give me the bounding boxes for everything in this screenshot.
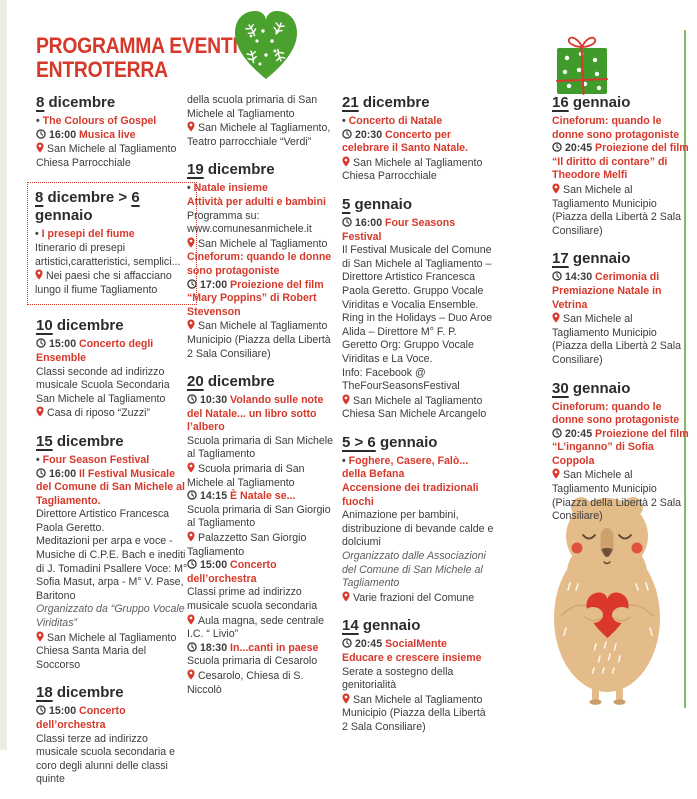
event-line	[342, 367, 494, 394]
event-date: 21 dicembre	[342, 94, 430, 111]
event-date: 10 dicembre	[36, 317, 124, 335]
text-segment: Natale insieme	[193, 182, 268, 195]
date-number: 16	[552, 94, 569, 111]
event	[187, 373, 339, 697]
clock-icon	[187, 490, 197, 504]
text-segment: Cerimonia di Premiazione Natale in Vetrina	[552, 271, 662, 311]
date-number: 14	[342, 617, 359, 635]
event-line	[36, 705, 188, 732]
event-line	[342, 115, 494, 129]
text-segment: Aula magna, sede centrale I.C. “ Livio”	[187, 614, 325, 641]
event-line	[187, 394, 339, 435]
location-pin-icon	[187, 319, 195, 334]
clock-icon	[36, 468, 46, 482]
event-line	[342, 394, 494, 422]
text-segment: Scuola primaria di San Giorgio al Tagliamento	[187, 503, 331, 530]
text-segment: Casa di riposo “Zuzzi”	[47, 407, 151, 420]
text-segment: Educare e crescere insieme	[342, 652, 482, 664]
text-segment: San Michele al Tagliamento	[198, 237, 328, 250]
text-segment: Concerto di Natale	[348, 115, 443, 127]
text-segment: Classi seconde ad indirizzo musicale Scuola Secondaria San Michele al Tagliamento	[36, 365, 170, 405]
title-line-1: PROGRAMMA EVENTI	[36, 33, 238, 58]
clock-icon	[342, 217, 352, 231]
location-pin-icon	[342, 693, 350, 708]
text-segment: Varie frazioni del Comune	[353, 591, 475, 604]
text-segment: Concerto dell’orchestra	[36, 705, 126, 731]
text-segment: Scuola primaria di San Michele al Tagliamento	[187, 463, 305, 489]
event-line	[36, 603, 188, 630]
event-line	[187, 121, 339, 149]
text-segment: San Michele al Tagliamento Municipio (Piazza della Libertà 2 Sala Consiliare)	[552, 183, 681, 237]
text-segment: In...canti in paese	[230, 641, 319, 654]
location-pin-icon	[552, 312, 560, 327]
text-segment: Proiezione del film “Il diritto di contare” di Theodore Melfi	[552, 142, 689, 182]
event-line	[36, 115, 188, 129]
event-line	[187, 642, 339, 656]
text-segment: San Michele al Tagliamento Municipio (Piazza della Libertà 2 Sala Consiliare)	[552, 313, 681, 366]
text-segment: San Michele al Tagliamento Chiesa Parrocchiale	[342, 156, 483, 183]
location-pin-icon	[187, 531, 195, 546]
event-line	[187, 559, 339, 586]
event-line	[342, 638, 494, 652]
event-line	[36, 129, 188, 143]
text-segment: San Michele al Tagliamento, Teatro parrocchiale “Verdi”	[187, 122, 331, 148]
bullet-marker: •	[342, 115, 349, 127]
location-pin-icon	[187, 669, 195, 684]
clock-icon	[342, 638, 352, 652]
event-date: 8 dicembre	[36, 94, 116, 111]
clock-icon	[36, 129, 46, 143]
event-line	[36, 454, 188, 468]
date-number: 8	[35, 189, 44, 207]
text-segment: 20:45	[565, 142, 596, 155]
location-pin-icon	[36, 142, 44, 157]
event-line	[342, 482, 494, 509]
event	[342, 434, 494, 606]
event	[342, 196, 494, 422]
date-number: 15	[36, 432, 53, 450]
events-column-1	[36, 94, 188, 799]
text-segment: 14:30	[565, 271, 596, 284]
event	[342, 94, 494, 184]
text-segment: Organizzato dalle Associazioni del Comune di San Michele al Tagliamento	[342, 550, 486, 590]
event-line	[35, 228, 189, 242]
clock-icon	[552, 271, 562, 285]
date-number: 5 > 6	[342, 433, 376, 451]
event-date: 17 gennaio	[552, 250, 631, 268]
text-segment: Concerto dell’orchestra	[187, 559, 277, 585]
text-segment: 18:30	[200, 641, 231, 654]
text-segment: Classi prime ad indirizzo musicale scuola secondaria	[187, 586, 318, 612]
event-date: 8 dicembre > 6 gennaio	[35, 189, 140, 225]
event	[342, 617, 494, 734]
event	[552, 380, 690, 524]
title-line-2: ENTROTERRA	[36, 56, 168, 82]
event-line	[187, 490, 339, 504]
clock-icon	[187, 279, 197, 293]
event-line	[187, 669, 339, 697]
date-number: 10	[36, 317, 53, 335]
date-number: 18	[36, 684, 53, 702]
text-segment: 15:00	[49, 338, 80, 351]
event	[36, 433, 188, 673]
event-line	[35, 242, 189, 269]
text-segment: Volando sulle note del Natale... un libro sotto l’albero	[187, 394, 324, 434]
date-number: 8	[36, 94, 45, 111]
event-line	[187, 462, 339, 490]
event-line	[552, 271, 690, 312]
location-pin-icon	[187, 614, 195, 629]
text-segment: Scuola primaria di San Michele al Tagliamento	[187, 434, 334, 461]
event-line	[552, 428, 690, 469]
event-line	[36, 631, 188, 673]
text-segment: Organizzato da “Gruppo Vocale Viriditas”	[36, 603, 185, 630]
event-line	[36, 142, 188, 170]
event	[187, 94, 339, 149]
date-number: 20	[187, 373, 204, 391]
clock-icon	[187, 559, 197, 573]
text-segment: Musica live	[79, 128, 136, 141]
text-segment: SocialMente	[385, 638, 447, 651]
event-line	[36, 366, 188, 407]
date-number: 5	[342, 195, 351, 213]
clock-icon	[36, 338, 46, 352]
gift-illustration	[550, 28, 614, 100]
event-line	[187, 94, 339, 121]
event-line	[187, 319, 339, 361]
location-pin-icon	[342, 394, 350, 409]
text-segment: San Michele al Tagliamento Municipio (Piazza della Libertà 2 Sala Consiliare)	[187, 320, 331, 360]
text-segment: I presepi del fiume	[41, 228, 135, 241]
text-segment: Classi terze ad indirizzo musicale scuola secondaria e coro degli alunni delle classi quinte	[36, 732, 175, 786]
event-line	[187, 655, 339, 669]
event-line	[342, 217, 494, 244]
text-segment: San Michele al Tagliamento Municipio (Piazza della Libertà 2 Sala Consiliare)	[552, 469, 681, 523]
text-segment: Cineforum: quando le donne sono protagoniste	[552, 400, 680, 427]
event-line	[552, 468, 690, 523]
text-segment: Attività per adulti e bambini	[187, 195, 326, 208]
event-line	[552, 401, 690, 428]
event-line	[342, 550, 494, 591]
event-line	[187, 237, 339, 252]
text-segment: 14:15	[200, 490, 231, 503]
text-segment: Four Seasons Festival	[342, 216, 456, 243]
events-column-2	[187, 94, 339, 709]
text-segment: San Michele al Tagliamento Chiesa Parrocchiale	[36, 143, 177, 169]
date-number: 19	[187, 161, 204, 179]
event-line	[342, 652, 494, 666]
event	[187, 161, 339, 361]
event-line	[342, 455, 494, 482]
text-segment: 17:00	[200, 278, 231, 291]
event-line	[187, 435, 339, 462]
clock-icon	[36, 705, 46, 719]
text-segment: Foghere, Casere, Falò... della Befana	[342, 454, 469, 481]
heart-illustration	[229, 5, 303, 85]
event-line	[35, 269, 189, 297]
clock-icon	[187, 642, 197, 656]
event-line	[187, 196, 339, 210]
text-segment: San Michele al Tagliamento Chiesa Santa Maria del Soccorso	[36, 631, 177, 671]
event-line	[36, 338, 188, 365]
text-segment: Cineforum: quando le donne sono protagoniste	[187, 251, 332, 277]
location-pin-icon	[342, 591, 350, 606]
event-date: 19 dicembre	[187, 161, 275, 179]
event-line	[342, 156, 494, 184]
text-segment: Accensione dei tradizionali fuochi	[342, 482, 479, 508]
event-line	[187, 182, 339, 196]
event-date: 15 dicembre	[36, 432, 124, 450]
event	[36, 94, 188, 170]
clock-icon	[187, 394, 197, 408]
event-line	[187, 531, 339, 559]
text-segment: 20:30	[355, 128, 386, 141]
event-line	[342, 244, 494, 366]
text-segment: Cineforum: quando le donne sono protagoniste	[552, 115, 680, 141]
text-segment: Il Festival Musicale del Comune di San Michele al Tagliamento.	[36, 467, 185, 507]
text-segment: È Natale se...	[230, 490, 296, 503]
event-date: 14 gennaio	[342, 617, 421, 635]
text-segment: Meditazioni per arpa e voce - Musiche di C.P.E. Bach e inediti di J. Tomadini Psallere Voce: M° Sofia Masut, arpa - M° V. Pase, Baritono	[36, 535, 188, 602]
location-pin-icon	[187, 237, 195, 252]
text-segment: 15:00	[49, 705, 80, 718]
text-segment: 10:30	[200, 394, 231, 407]
event-line	[552, 312, 690, 367]
event-line	[342, 509, 494, 550]
clock-icon	[552, 428, 562, 442]
event-date: 18 dicembre	[36, 684, 124, 702]
event-line	[187, 504, 339, 531]
event	[552, 250, 690, 367]
event-date: 20 dicembre	[187, 373, 275, 391]
page-title	[36, 34, 238, 82]
event-line	[342, 693, 494, 735]
text-segment: 16:00	[49, 467, 80, 480]
clock-icon	[552, 142, 562, 156]
event-line	[552, 115, 690, 142]
text-segment: della scuola primaria di San Michele al Tagliamento	[187, 94, 318, 120]
event-line	[342, 129, 494, 156]
text-segment: Concerto per celebrare il Santo Natale.	[342, 128, 469, 155]
location-pin-icon	[35, 269, 43, 284]
text-segment: 16:00	[355, 216, 386, 229]
event	[36, 317, 188, 421]
text-segment: Nei paesi che si affacciano lungo il fiume Tagliamento	[35, 270, 172, 296]
text-segment: Programma su: www.comunesanmichele.it	[187, 209, 312, 236]
events-column-3	[342, 94, 494, 747]
location-pin-icon	[187, 462, 195, 477]
event-line	[187, 251, 339, 278]
event-line	[187, 614, 339, 642]
event-date: 5 gennaio	[342, 195, 413, 213]
event-line	[342, 591, 494, 606]
date-number: 21	[342, 94, 359, 111]
location-pin-icon	[552, 468, 560, 483]
bullet-marker: •	[187, 182, 194, 195]
text-segment: Palazzetto San Giorgio Tagliamento	[187, 532, 307, 558]
page-edge-strip	[0, 0, 7, 750]
text-segment: Scuola primaria di Cesarolo	[187, 655, 318, 668]
event-line	[342, 666, 494, 693]
text-segment: San Michele al Tagliamento Municipio (Piazza della Libertà 2 Sala Consiliare)	[342, 693, 486, 733]
location-pin-icon	[36, 631, 44, 646]
text-segment: Animazione per bambini, distribuzione di bevande calde e dolciumi	[342, 509, 494, 549]
text-segment: Concerto degli Ensemble	[36, 338, 154, 364]
event-line	[36, 733, 188, 787]
date-number: 17	[552, 250, 569, 268]
bullet-marker: •	[35, 228, 42, 241]
bullet-marker: •	[342, 454, 349, 467]
event-line	[36, 535, 188, 603]
event-line	[36, 406, 188, 421]
event-line	[187, 279, 339, 320]
bullet-marker: •	[36, 453, 43, 466]
location-pin-icon	[342, 156, 350, 171]
text-segment: Proiezione del film “L’inganno” di Sofia Coppola	[552, 427, 689, 467]
text-segment: San Michele al Tagliamento Chiesa San Michele Arcangelo	[342, 394, 487, 421]
text-segment: Serate a sostegno della genitorialità	[342, 665, 454, 692]
event-date: 5 > 6 gennaio	[342, 433, 438, 451]
event-line	[187, 210, 339, 237]
event-highlight-box	[27, 182, 197, 305]
text-segment: Cesarolo, Chiesa di S. Niccolò	[187, 669, 304, 696]
date-number: 30	[552, 379, 569, 397]
event-line	[36, 468, 188, 509]
event-date: 16 gennaio	[552, 94, 631, 111]
text-segment: Itinerario di presepi artistici,caratteristici, semplici...	[35, 241, 181, 268]
text-segment: 20:45	[565, 427, 596, 440]
location-pin-icon	[552, 183, 560, 198]
location-pin-icon	[187, 121, 195, 136]
text-segment: Four Season Festival	[42, 453, 150, 466]
event-line	[552, 142, 690, 183]
event-line	[187, 586, 339, 613]
text-segment: Il Festival Musicale del Comune di San Michele al Tagliamento – Direttore Artistico Francesca Paola Geretto. Gruppo Vocale Viriditas e Vocalia Ensemble. Ring in the Holidays – Duo Aroe Alida – Direttore M° F. P. Geretto Org: Gruppo Vocale Viriditas e La Voce.	[342, 244, 493, 365]
clock-icon	[342, 129, 352, 143]
text-segment: 16:00	[49, 128, 80, 141]
event-line	[552, 183, 690, 238]
event	[552, 94, 690, 238]
location-pin-icon	[36, 406, 44, 421]
text-segment: The Colours of Gospel	[42, 115, 157, 127]
date-number: 6	[131, 189, 140, 207]
text-segment: 15:00	[200, 559, 231, 572]
text-segment: Info: Facebook @ TheFourSeasonsFestival	[342, 366, 460, 393]
events-column-4	[552, 94, 690, 536]
event-line	[36, 508, 188, 535]
text-segment: Direttore Artistico Francesca Paola Geretto.	[36, 508, 170, 534]
bullet-marker: •	[36, 115, 43, 127]
event-date: 30 gennaio	[552, 379, 631, 397]
text-segment: 20:45	[355, 638, 386, 651]
event	[36, 684, 188, 787]
text-segment: Proiezione del film “Mary Poppins” di Robert Stevenson	[187, 278, 324, 318]
